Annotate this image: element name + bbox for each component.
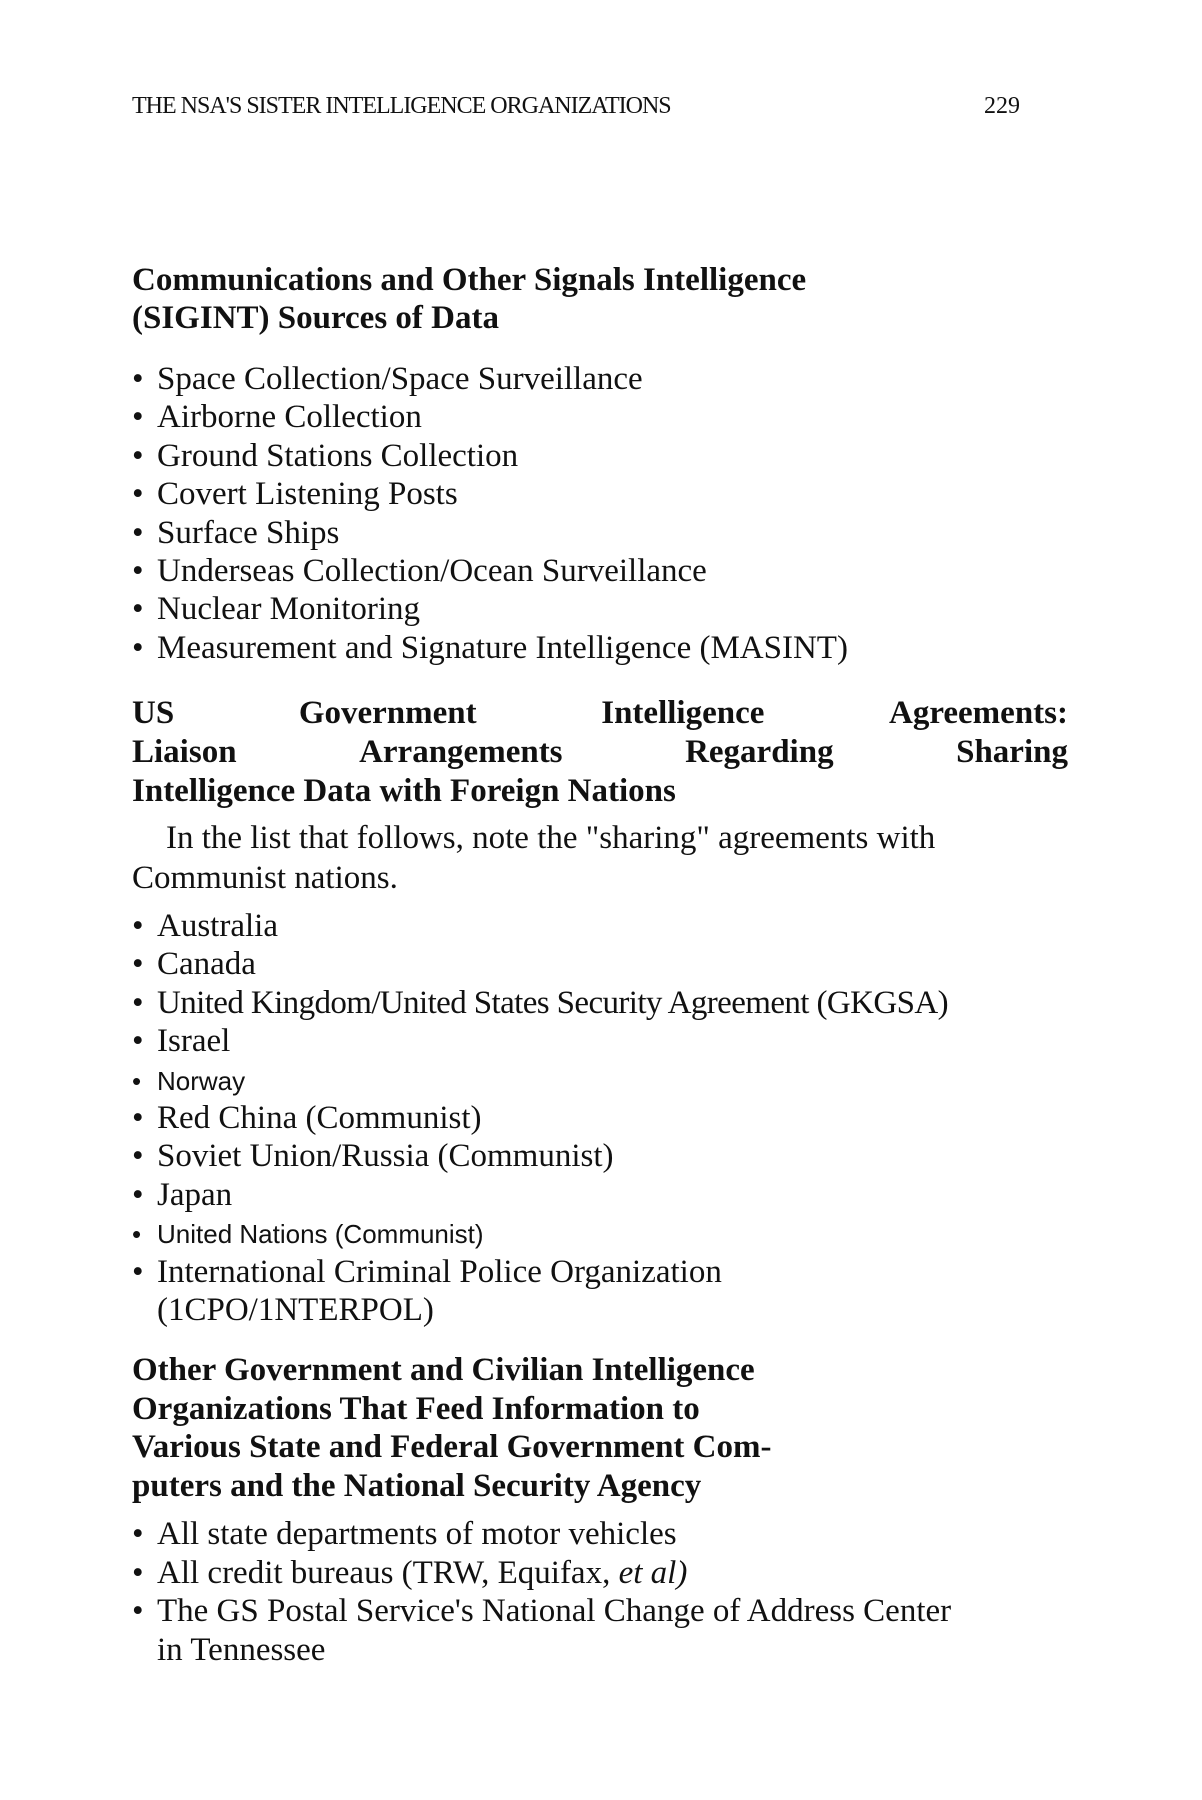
- bullet-icon: •: [132, 1065, 142, 1096]
- list-item-text: Australia: [157, 908, 278, 944]
- bullet-icon: •: [132, 591, 144, 628]
- heading-word: Government: [298, 695, 477, 731]
- italic-text: et al): [618, 1555, 688, 1591]
- heading-word: Arrangements: [359, 734, 563, 770]
- list-item: [132, 555, 707, 588]
- list-item: [132, 1557, 687, 1590]
- section-heading: Various State and Federal Government Com-: [132, 1429, 772, 1465]
- list-item-text: All state departments of motor vehicles: [157, 1516, 677, 1552]
- list-item: [132, 1219, 484, 1250]
- list-item: [132, 1025, 230, 1058]
- list-item: [132, 1065, 246, 1096]
- bullet-icon: •: [132, 399, 144, 436]
- section-heading: puters and the National Security Agency: [132, 1468, 702, 1504]
- list-item: [132, 363, 643, 396]
- bullet-icon: •: [132, 1100, 144, 1136]
- list-item: [132, 437, 519, 474]
- list-item-text: Japan: [157, 1176, 233, 1213]
- list-item: [132, 478, 458, 511]
- bullet-icon: •: [132, 984, 143, 1021]
- list-item-text: Canada: [157, 946, 256, 983]
- list-item: [132, 593, 420, 626]
- list-item-text: Israel: [157, 1023, 231, 1060]
- heading-word: Regarding: [685, 734, 834, 770]
- bullet-icon: •: [132, 476, 144, 513]
- section-heading: (SIGINT) Sources of Data: [132, 300, 499, 336]
- bullet-icon: •: [132, 1253, 144, 1290]
- list-item-text: Space Collection/Space Surveillance: [157, 361, 643, 397]
- list-item-text: Red China (Communist): [157, 1100, 482, 1136]
- list-item: [132, 1253, 722, 1290]
- list-item-text: United Kingdom/United States Security Agreement (GKGSA): [157, 984, 948, 1021]
- heading-word: Intelligence: [601, 695, 765, 731]
- bullet-icon: •: [132, 437, 144, 474]
- list-item-text: Airborne Collection: [157, 399, 422, 436]
- list-item: [132, 1102, 482, 1135]
- list-item-continuation: in Tennessee: [157, 1632, 326, 1668]
- list-item-continuation: (1CPO/1NTERPOL): [157, 1292, 434, 1328]
- running-title: THE NSA'S SISTER INTELLIGENCE ORGANIZATIONS: [132, 93, 671, 119]
- bullet-icon: •: [132, 1555, 144, 1591]
- bullet-icon: •: [132, 1516, 144, 1552]
- bullet-icon: •: [132, 1138, 144, 1175]
- list-item: [132, 1595, 951, 1628]
- list-item-text: All credit bureaus (TRW, Equifax,: [157, 1555, 619, 1591]
- bullet-icon: •: [132, 361, 144, 397]
- list-item: [132, 948, 256, 981]
- bullet-icon: •: [132, 1176, 144, 1213]
- section-heading: Intelligence Data with Foreign Nations: [132, 773, 676, 809]
- list-item: [132, 1140, 614, 1173]
- bullet-icon: •: [132, 553, 144, 589]
- heading-word: Agreements:: [889, 695, 1068, 731]
- bullet-icon: •: [132, 908, 144, 944]
- page-number: 229: [984, 93, 1020, 119]
- section-heading-justified: [132, 736, 1068, 769]
- section-heading-justified: [132, 697, 1068, 730]
- list-item: [132, 401, 422, 434]
- list-item-text: Measurement and Signature Intelligence (MASINT): [157, 629, 848, 666]
- list-item: [132, 1176, 233, 1213]
- bullet-icon: •: [132, 514, 144, 551]
- heading-word: Sharing: [956, 734, 1068, 770]
- bullet-icon: •: [132, 1593, 144, 1629]
- list-item-text: Underseas Collection/Ocean Surveillance: [157, 553, 707, 589]
- heading-word: Liaison: [132, 734, 237, 770]
- section-heading: Communications and Other Signals Intelligence: [132, 262, 807, 298]
- list-item-text: Norway: [157, 1065, 246, 1096]
- bullet-icon: •: [132, 1023, 144, 1060]
- list-item-text: United Nations (Communist): [157, 1219, 484, 1250]
- list-item: [132, 984, 948, 1021]
- list-item-text: Soviet Union/Russia (Communist): [157, 1138, 614, 1175]
- section-heading: Organizations That Feed Information to: [132, 1391, 700, 1427]
- list-item-text: The GS Postal Service's National Change of Address Center: [157, 1593, 952, 1629]
- list-item: [132, 910, 278, 943]
- bullet-icon: •: [132, 946, 144, 983]
- list-item: [132, 629, 848, 666]
- list-item-text: Surface Ships: [157, 514, 340, 551]
- paragraph-line: In the list that follows, note the "sharing" agreements with: [166, 820, 936, 856]
- list-item-text: International Criminal Police Organization: [157, 1253, 722, 1290]
- bullet-icon: •: [132, 1219, 142, 1250]
- list-item-text: Nuclear Monitoring: [157, 591, 421, 628]
- list-item: [132, 514, 340, 551]
- section-heading: Other Government and Civilian Intelligence: [132, 1352, 755, 1388]
- paragraph-line: Communist nations.: [132, 860, 398, 896]
- heading-word: US: [132, 695, 175, 731]
- list-item-text: Covert Listening Posts: [157, 476, 458, 513]
- list-item-text: Ground Stations Collection: [157, 437, 519, 474]
- bullet-icon: •: [132, 629, 144, 666]
- list-item: [132, 1518, 677, 1551]
